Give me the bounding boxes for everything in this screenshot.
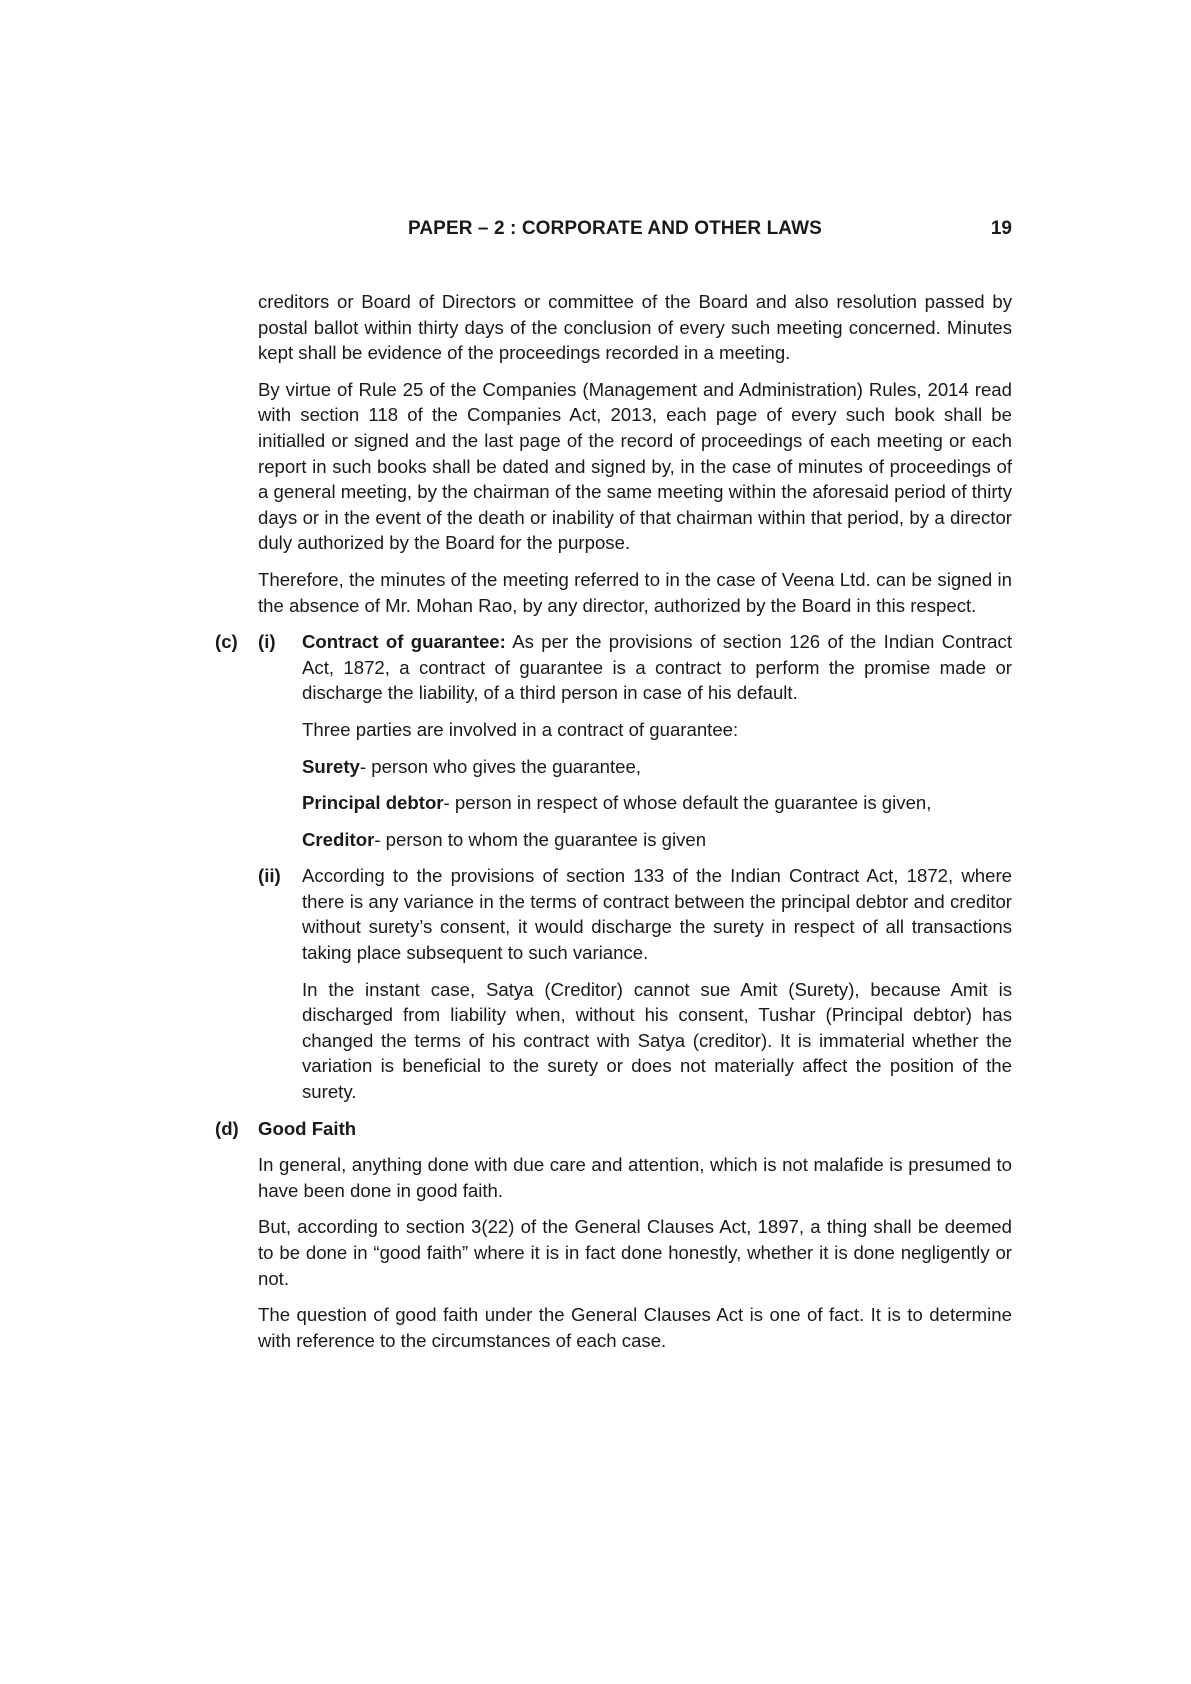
creditor-definition: - person to whom the guarantee is given	[374, 828, 707, 850]
contract-of-guarantee-heading: Contract of guarantee:	[302, 631, 506, 653]
section-d-label: (d)	[215, 1117, 239, 1139]
paragraph-rule-25: By virtue of Rule 25 of the Companies (Management and Administration) Rules, 2014 read with section 118 of the Companies Act, 2013, each page of every such book shall be initialled or signed and the last page of the record of proceedings of each meeting or each report in such books shall be dated and signed by, in the case of minutes of proceedings of a general meeting, by the chairman of the same meeting within the aforesaid period of thirty days or in the event of the death or inability of that chairman within that period, by a director duly authorized by the Board for the purpose.	[258, 378, 1012, 554]
good-faith-section-3-22: But, according to section 3(22) of the General Clauses Act, 1897, a thing shall be deemed to be done in “good faith” where it is in fact done honestly, whether it is done negligently or not.	[258, 1216, 1012, 1289]
principal-debtor-definition: - person in respect of whose default the guarantee is given,	[443, 792, 932, 814]
contract-of-guarantee-paragraph	[302, 629, 1012, 706]
principal-debtor-term: Principal debtor	[302, 792, 444, 814]
section-c-label: (c)	[215, 631, 238, 653]
instant-case-paragraph: In the instant case, Satya (Creditor) cannot sue Amit (Surety), because Amit is discharged from liability when, without his consent, Tushar (Principal debtor) has changed the terms of his contract with Satya (creditor). It is immaterial whether the variation is beneficial to the surety or does not materially affect the position of the surety.	[302, 978, 1012, 1103]
subsection-c-ii-label: (ii)	[258, 865, 281, 887]
paragraph-minutes: creditors or Board of Directors or committee of the Board and also resolution passed by postal ballot within thirty days of the conclusion of every such meeting concerned. Minutes kept shall be evidence of the proceedings recorded in a meeting.	[258, 291, 1012, 364]
section-133-paragraph: According to the provisions of section 133 of the Indian Contract Act, 1872, where there is any variance in the terms of contract between the principal debtor and creditor without surety’s consent, it would discharge the surety in respect of all transactions taking place subsequent to such variance.	[302, 865, 1012, 964]
good-faith-heading: Good Faith	[258, 1117, 357, 1139]
good-faith-question-of-fact: The question of good faith under the General Clauses Act is one of fact. It is to determine with reference to the circumstances of each case.	[258, 1304, 1012, 1351]
section-d	[215, 1116, 1012, 1142]
page-header	[258, 218, 1012, 244]
document-body	[215, 289, 1012, 1353]
parties-intro: Three parties are involved in a contract of guarantee:	[302, 718, 739, 740]
party-surety	[302, 754, 1012, 780]
party-creditor	[302, 827, 1012, 853]
subsection-c-i-label: (i)	[258, 631, 276, 653]
contract-of-guarantee-text: As per the provisions of section 126 of the Indian Contract Act, 1872, a contract of guarantee is a contract to perform the promise made or discharge the liability, of a third person in case of his default.	[302, 631, 1012, 704]
surety-definition: - person who gives the guarantee,	[359, 755, 642, 777]
surety-term: Surety	[302, 755, 360, 777]
running-title: PAPER – 2 : CORPORATE AND OTHER LAWS	[408, 218, 822, 239]
party-principal-debtor	[302, 790, 1012, 816]
good-faith-general: In general, anything done with due care and attention, which is not malafide is presumed to have been done in good faith.	[258, 1154, 1012, 1201]
paragraph-conclusion: Therefore, the minutes of the meeting referred to in the case of Veena Ltd. can be signed in the absence of Mr. Mohan Rao, by any director, authorized by the Board in this respect.	[258, 568, 1012, 616]
section-c	[215, 629, 1012, 706]
subsection-c-ii	[215, 863, 1012, 965]
page-number: 19	[990, 218, 1012, 239]
creditor-term: Creditor	[302, 828, 375, 850]
